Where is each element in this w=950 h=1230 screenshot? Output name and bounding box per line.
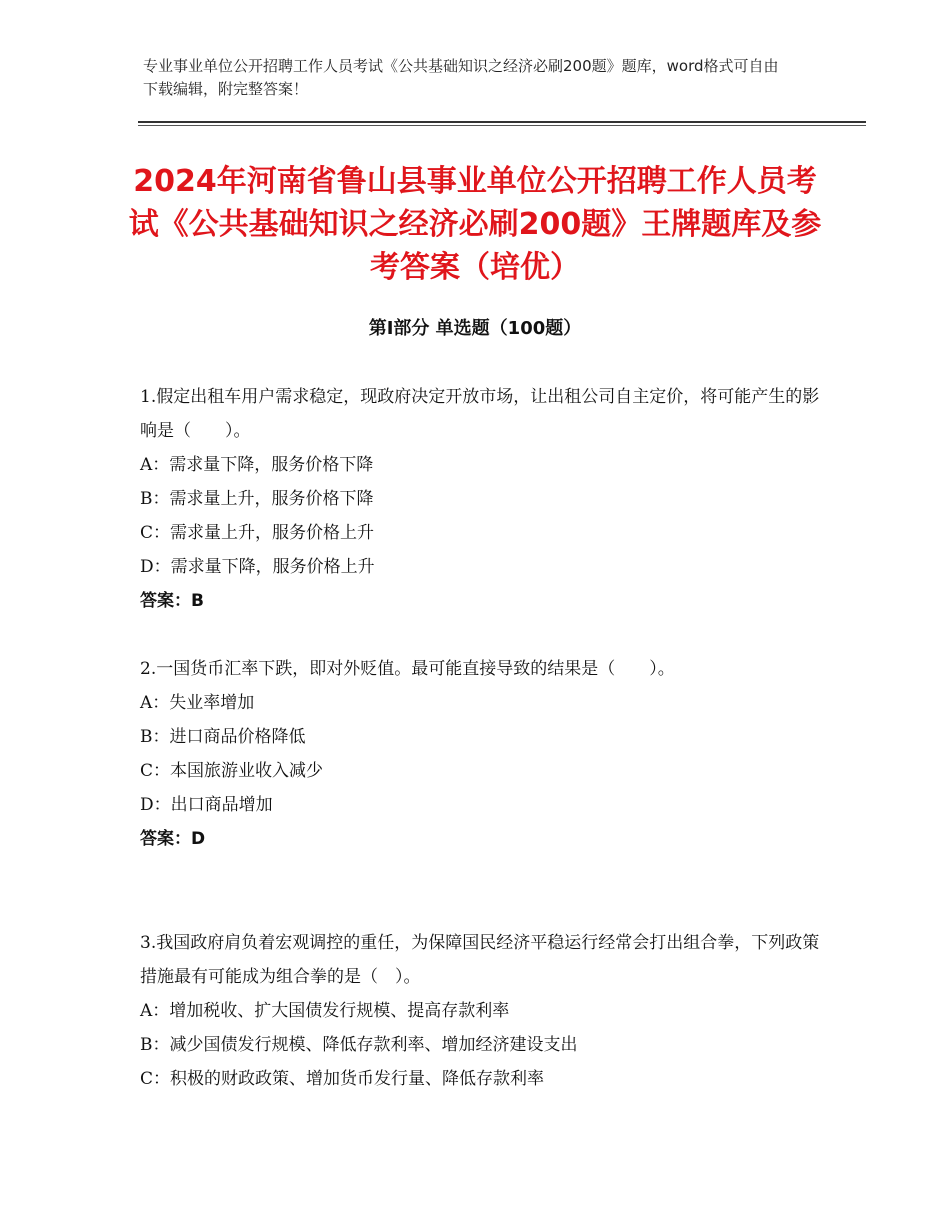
answer: 答案：D bbox=[140, 829, 206, 849]
option-c: C：本国旅游业收入减少 bbox=[140, 761, 324, 781]
question-stem: 1.假定出租车用户需求稳定，现政府决定开放市场，让出租公司自主定价，将可能产生的影响是（ ）。 bbox=[140, 387, 820, 441]
header-divider-thick bbox=[138, 121, 866, 123]
option-c: C：积极的财政政策、增加货币发行量、降低存款利率 bbox=[140, 1069, 545, 1089]
question-1 bbox=[140, 380, 820, 618]
question-stem: 3.我国政府肩负着宏观调控的重任，为保障国民经济平稳运行经常会打出组合拳，下列政策措施最有可能成为组合拳的是（ ）。 bbox=[140, 933, 820, 987]
question-3 bbox=[140, 926, 820, 1096]
option-a: A：需求量下降，服务价格下降 bbox=[140, 455, 374, 475]
option-d: D：出口商品增加 bbox=[140, 795, 273, 815]
document-title: 2024年河南省鲁山县事业单位公开招聘工作人员考试《公共基础知识之经济必刷200题》王牌题库及参考答案（培优） bbox=[128, 164, 822, 285]
option-d: D：需求量下降，服务价格上升 bbox=[140, 557, 375, 577]
header-note: 专业事业单位公开招聘工作人员考试《公共基础知识之经济必刷200题》题库，word格式可自由下载编辑，附完整答案！ bbox=[143, 57, 779, 98]
section-title: 第Ⅰ部分 单选题（100题） bbox=[368, 318, 582, 339]
option-a: A：增加税收、扩大国债发行规模、提高存款利率 bbox=[140, 1001, 510, 1021]
header-divider-thin bbox=[138, 125, 866, 126]
option-b: B：减少国债发行规模、降低存款利率、增加经济建设支出 bbox=[140, 1035, 578, 1055]
option-b: B：需求量上升，服务价格下降 bbox=[140, 489, 374, 509]
question-2 bbox=[140, 652, 820, 856]
answer: 答案：B bbox=[140, 591, 204, 611]
option-b: B：进口商品价格降低 bbox=[140, 727, 306, 747]
option-a: A：失业率增加 bbox=[140, 693, 255, 713]
question-stem: 2.一国货币汇率下跌，即对外贬值。最可能直接导致的结果是（ ）。 bbox=[140, 659, 675, 679]
option-c: C：需求量上升，服务价格上升 bbox=[140, 523, 375, 543]
